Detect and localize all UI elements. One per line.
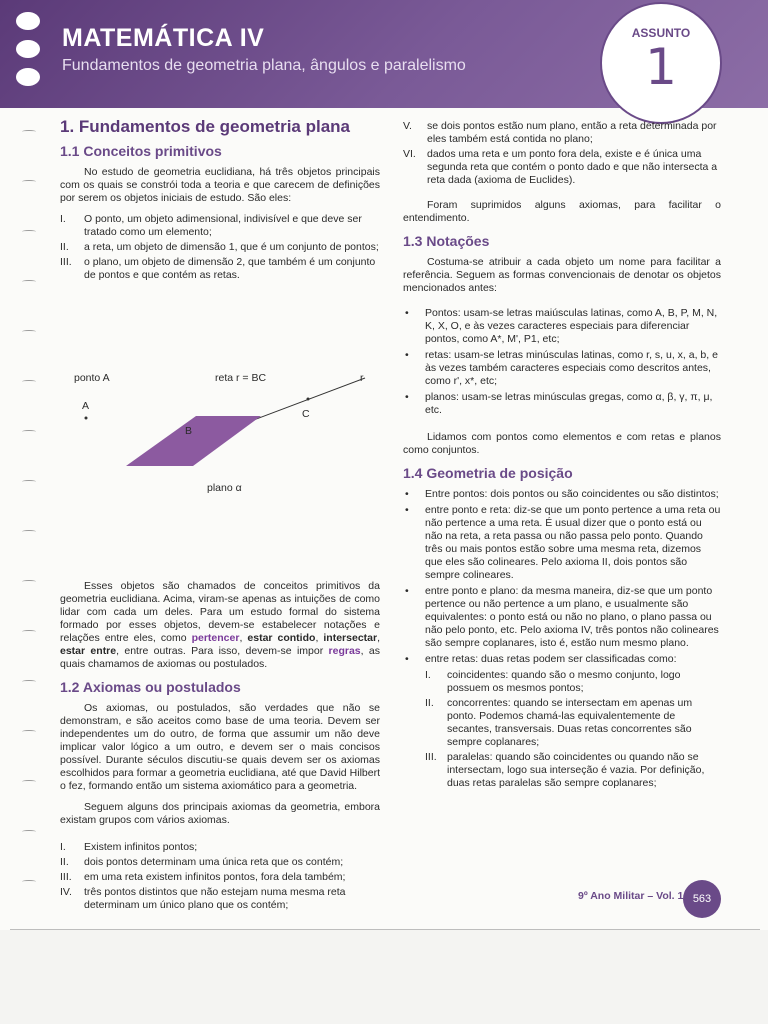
binder-hole-icon — [16, 68, 40, 86]
list-item: • retas: usam-se letras minúsculas latinas, como r, s, u, x, a, b, e às vezes também caracteres especiais como descritos antes, como r', x*, etc; — [403, 349, 721, 388]
position-list — [403, 488, 721, 790]
spiral-mark — [22, 830, 36, 833]
plane-label: plano α — [207, 482, 242, 494]
right-column — [403, 120, 721, 798]
line-relations-list — [425, 669, 721, 790]
spiral-mark — [22, 780, 36, 783]
list-text: concorrentes: quando se intersectam em apenas um ponto. Podemos chamá-las equivalentemente de secantes, transversais. Duas retas concorrentes são sempre coplanares; — [447, 697, 693, 748]
left-column — [60, 117, 381, 920]
assunto-number: 1 — [645, 38, 677, 96]
list-text: Existem infinitos pontos; — [84, 841, 198, 853]
text-run: , as quais chamamos de axiomas ou postulados. — [60, 645, 380, 670]
list-text: dados uma reta e um ponto fora dela, existe e é única uma segunda reta que contém o ponto dado e que não intersecta a reta dada (axioma de Euclides). — [427, 148, 718, 186]
list-number: III. — [60, 871, 72, 883]
reta-label: reta r = BC — [215, 372, 267, 384]
list-text: paralelas: quando são coincidentes ou quando não se intersectam, logo sua interseção é vazia. Por definição, duas retas paralelas são sempre coplanares; — [447, 751, 705, 789]
section-heading-1-2: 1.2 Axiomas ou postulados — [60, 679, 241, 695]
spiral-mark — [22, 280, 36, 283]
text-run: , — [377, 632, 381, 644]
sub-list-item — [425, 669, 721, 695]
primitives-figure — [60, 290, 380, 494]
list-number: II. — [425, 697, 434, 709]
paragraph-notacoes: Costuma-se atribuir a cada objeto um nome para facilitar a referência. Seguem as formas convencionais de denotar os objetos mencionados antes: — [403, 256, 721, 294]
list-item — [60, 241, 380, 254]
list-item — [403, 120, 721, 146]
spiral-mark — [22, 430, 36, 433]
list-number: IV. — [60, 886, 72, 898]
plane-alpha-shape — [126, 416, 261, 466]
list-number: II. — [60, 856, 69, 868]
list-text: coincidentes: quando são o mesmo conjunto, logo possuem os mesmos pontos; — [447, 669, 681, 694]
text-run: , — [315, 632, 324, 644]
point-a-label: A — [82, 400, 90, 412]
text-run: Esses objetos são chamados de conceitos primitivos da geometria euclidiana. Acima, viram-se apenas as intuições de como lidar com cada um deles. Para um estudo formal do sistema formado por esses objetos, devem-se estabelecer notações e relações entre eles, como — [60, 580, 380, 644]
line-r-label: r — [360, 372, 364, 384]
figure-drawing — [60, 290, 380, 480]
spiral-mark — [22, 630, 36, 633]
binder-hole-icon — [16, 12, 40, 30]
list-number: II. — [60, 241, 69, 253]
spiral-mark — [22, 230, 36, 233]
list-text: dois pontos determinam uma única reta que os contém; — [84, 856, 344, 868]
list-number: V. — [403, 120, 412, 132]
ponto-label: ponto A — [74, 372, 110, 384]
keyword-estar-contido: estar contido — [247, 632, 316, 644]
assunto-badge — [600, 2, 722, 124]
list-text: se dois pontos estão num plano, então a reta determinada por eles também está contida no plano; — [427, 120, 717, 145]
list-item — [403, 653, 721, 790]
list-number: I. — [60, 841, 66, 853]
paragraph-seguem: Seguem alguns dos principais axiomas da geometria, embora existam grupos com vários axiomas. — [60, 801, 380, 826]
paragraph-intro: No estudo de geometria euclidiana, há três objetos principais com os quais se constrói toda a teoria e que carecem de definições por serem os objetos iniciais de estudo. São eles: — [60, 166, 380, 204]
footer-volume: 9º Ano Militar – Vol. 1 — [578, 890, 684, 902]
list-number: I. — [60, 213, 66, 225]
list-text: O ponto, um objeto adimensional, indivisível e que deve ser tratado como um elemento; — [84, 213, 362, 238]
list-number: III. — [425, 751, 437, 763]
spiral-mark — [22, 480, 36, 483]
paragraph-conceitos — [60, 580, 380, 671]
binder-hole-icon — [16, 40, 40, 58]
list-text: três pontos distintos que não estejam numa mesma reta determinam um único plano que os contém; — [84, 886, 346, 911]
spiral-mark — [22, 580, 36, 583]
assunto-label: ASSUNTO — [631, 26, 691, 40]
list-item: • entre ponto e reta: diz-se que um ponto pertence a uma reta ou não pertence a uma reta. É usual dizer que o ponto está ou não na reta, a reta passa ou não passa pelo ponto. Quando três ou mais pontos estão sobre uma mesma reta, dizemos que eles são colineares. Pelo axioma II, dois pontos são sempre colineares. — [403, 504, 721, 582]
list-number: I. — [425, 669, 431, 681]
keyword-regras: regras — [328, 645, 361, 657]
list-item — [403, 148, 721, 187]
section-heading-1-3: 1.3 Notações — [403, 233, 490, 249]
notation-list — [403, 307, 721, 417]
spiral-mark — [22, 330, 36, 333]
point-c-dot — [307, 398, 310, 401]
subject-subtitle: Fundamentos de geometria plana, ângulos e paralelismo — [62, 57, 466, 74]
header-banner — [0, 0, 768, 108]
page-edge-rule — [10, 929, 760, 930]
text-run: , — [239, 632, 248, 644]
list-item — [60, 871, 380, 884]
keyword-estar-entre: estar entre — [60, 645, 117, 657]
spiral-mark — [22, 680, 36, 683]
axioms-list-continued — [403, 120, 721, 187]
point-c-label: C — [302, 408, 310, 420]
list-item — [60, 841, 380, 854]
sub-list-item — [425, 697, 721, 749]
section-heading-1-4: 1.4 Geometria de posição — [403, 465, 573, 481]
list-number: III. — [60, 256, 72, 268]
list-item: • entre ponto e plano: da mesma maneira, diz-se que um ponto pertence ou não pertence a um plano, e usualmente são equivalentes: o ponto está ou não no plano, o plano passa ou não pelo ponto, etc. Pelo axioma IV, três pontos não colineares são sempre coplanares, isto é, estão num mesmo plano. — [403, 585, 721, 650]
section-heading-1-1: 1.1 Conceitos primitivos — [60, 143, 222, 159]
list-item — [60, 856, 380, 869]
list-item: • Pontos: usam-se letras maiúsculas latinas, como A, B, P, M, N, K, X, O, e às vezes caracteres especiais para diferenciar pontos, como A*, M', P1, etc; — [403, 307, 721, 346]
keyword-intersectar: intersectar — [323, 632, 378, 644]
list-number: VI. — [403, 148, 416, 160]
paragraph-axiomas: Os axiomas, ou postulados, são verdades que não se demonstram, e são aceitos como base de uma teoria. Devem ser independentes um do outro, de forma que assumir um não deve implicar valor lógico a um outro, e devem ser o mais concisos possível. Durante séculos discutiu-se quais devem ser os axiomas escolhidos para formar a geometria euclidiana, até que David Hilbert o fez, formando então um sistema axiomático para a geometria. — [60, 702, 380, 792]
keyword-pertencer: pertencer — [191, 632, 240, 644]
list-item — [60, 213, 380, 239]
list-item — [60, 256, 380, 282]
sub-list-item — [425, 751, 721, 790]
spiral-mark — [22, 130, 36, 133]
axioms-list — [60, 841, 380, 912]
list-text: entre retas: duas retas podem ser classificadas como: — [425, 653, 677, 665]
point-b-label: B — [185, 425, 193, 437]
list-item: • Entre pontos: dois pontos ou são coincidentes ou são distintos; — [403, 488, 721, 501]
list-text: em uma reta existem infinitos pontos, fora dela também; — [84, 871, 346, 883]
text-run: , entre outras. Para isso, devem-se impor — [116, 645, 329, 657]
list-text: o plano, um objeto de dimensão 2, que também é um conjunto de pontos e que contém as retas. — [84, 256, 376, 281]
list-item — [60, 886, 380, 912]
section-heading-1: 1. Fundamentos de geometria plana — [60, 117, 351, 136]
spiral-mark — [22, 530, 36, 533]
spiral-mark — [22, 730, 36, 733]
list-text: a reta, um objeto de dimensão 1, que é um conjunto de pontos; — [84, 241, 379, 253]
spiral-mark — [22, 180, 36, 183]
point-a-dot — [85, 417, 88, 420]
page-number-badge: 563 — [683, 880, 721, 918]
spiral-mark — [22, 380, 36, 383]
subject-title: MATEMÁTICA IV — [62, 24, 265, 52]
list-item: • planos: usam-se letras minúsculas gregas, como α, β, γ, π, μ, etc. — [403, 391, 721, 417]
paragraph-lidamos: Lidamos com pontos como elementos e com retas e planos como conjuntos. — [403, 431, 721, 456]
primitives-list — [60, 213, 380, 282]
binder-holes — [16, 12, 40, 96]
paragraph-suprimidos: Foram suprimidos alguns axiomas, para facilitar o entendimento. — [403, 199, 721, 224]
spiral-mark — [22, 880, 36, 883]
